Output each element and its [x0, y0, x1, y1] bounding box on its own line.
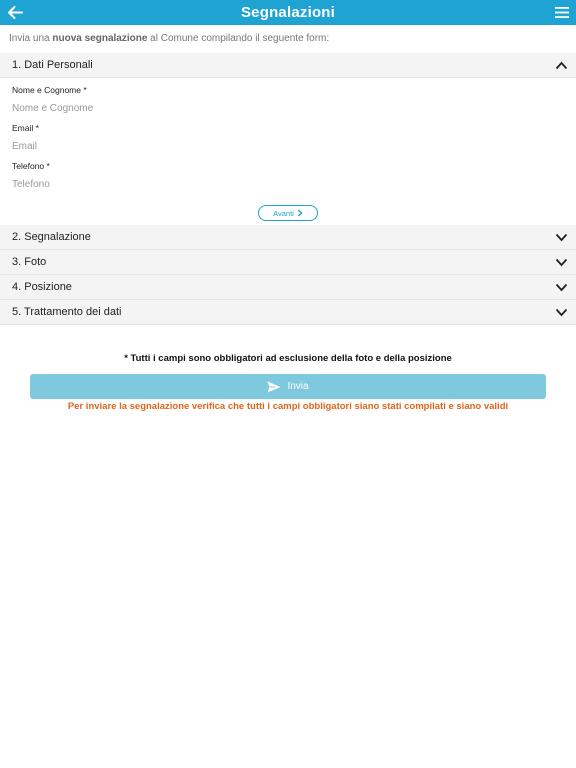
section-label: 2. Segnalazione — [12, 231, 91, 243]
intro-prefix: Invia una — [9, 33, 53, 44]
name-input[interactable] — [12, 97, 564, 119]
section-posizione[interactable] — [0, 275, 576, 300]
chevron-down-icon — [555, 283, 568, 292]
intro-suffix: al Comune compilando il seguente form: — [147, 33, 330, 44]
intro-bold: nuova segnalazione — [52, 33, 148, 44]
chevron-down-icon — [555, 233, 568, 242]
chevron-down-icon — [555, 258, 568, 267]
avanti-label: Avanti — [273, 208, 294, 218]
email-input[interactable] — [12, 135, 564, 157]
phone-input[interactable] — [12, 173, 564, 195]
section-trattamento-dati[interactable] — [0, 300, 576, 325]
invia-button[interactable] — [30, 374, 546, 399]
chevron-right-icon — [297, 209, 303, 217]
phone-label: Telefono * — [12, 161, 50, 171]
arrow-left-icon[interactable] — [6, 4, 24, 21]
email-field — [12, 123, 564, 161]
avanti-button[interactable] — [258, 205, 318, 221]
section-label: 4. Posizione — [12, 281, 72, 293]
page-title: Segnalazioni — [240, 4, 336, 21]
section-label: 1. Dati Personali — [12, 59, 93, 71]
section-dati-personali[interactable] — [0, 53, 576, 78]
name-label: Nome e Cognome * — [12, 85, 87, 95]
phone-field — [12, 161, 564, 199]
section-label: 5. Trattamento dei dati — [12, 306, 122, 318]
chevron-down-icon — [555, 308, 568, 317]
intro-text — [0, 25, 576, 53]
validation-warning: Per inviare la segnalazione verifica che tutti i campi obbligatori siano stati compilati e siano validi — [67, 401, 509, 412]
hamburger-menu-icon[interactable] — [555, 6, 569, 19]
section-label: 3. Foto — [12, 256, 47, 268]
paper-plane-icon — [267, 381, 281, 393]
avanti-row — [12, 199, 564, 225]
name-field — [12, 85, 564, 123]
personal-data-form — [0, 78, 576, 225]
invia-label: Invia — [287, 381, 309, 392]
section-segnalazione[interactable] — [0, 225, 576, 250]
email-label: Email * — [12, 123, 39, 133]
required-fields-note: * Tutti i campi sono obbligatori ad esclusione della foto e della posizione — [124, 353, 452, 364]
top-bar — [0, 0, 576, 25]
chevron-up-icon — [555, 61, 568, 70]
section-foto[interactable] — [0, 250, 576, 275]
